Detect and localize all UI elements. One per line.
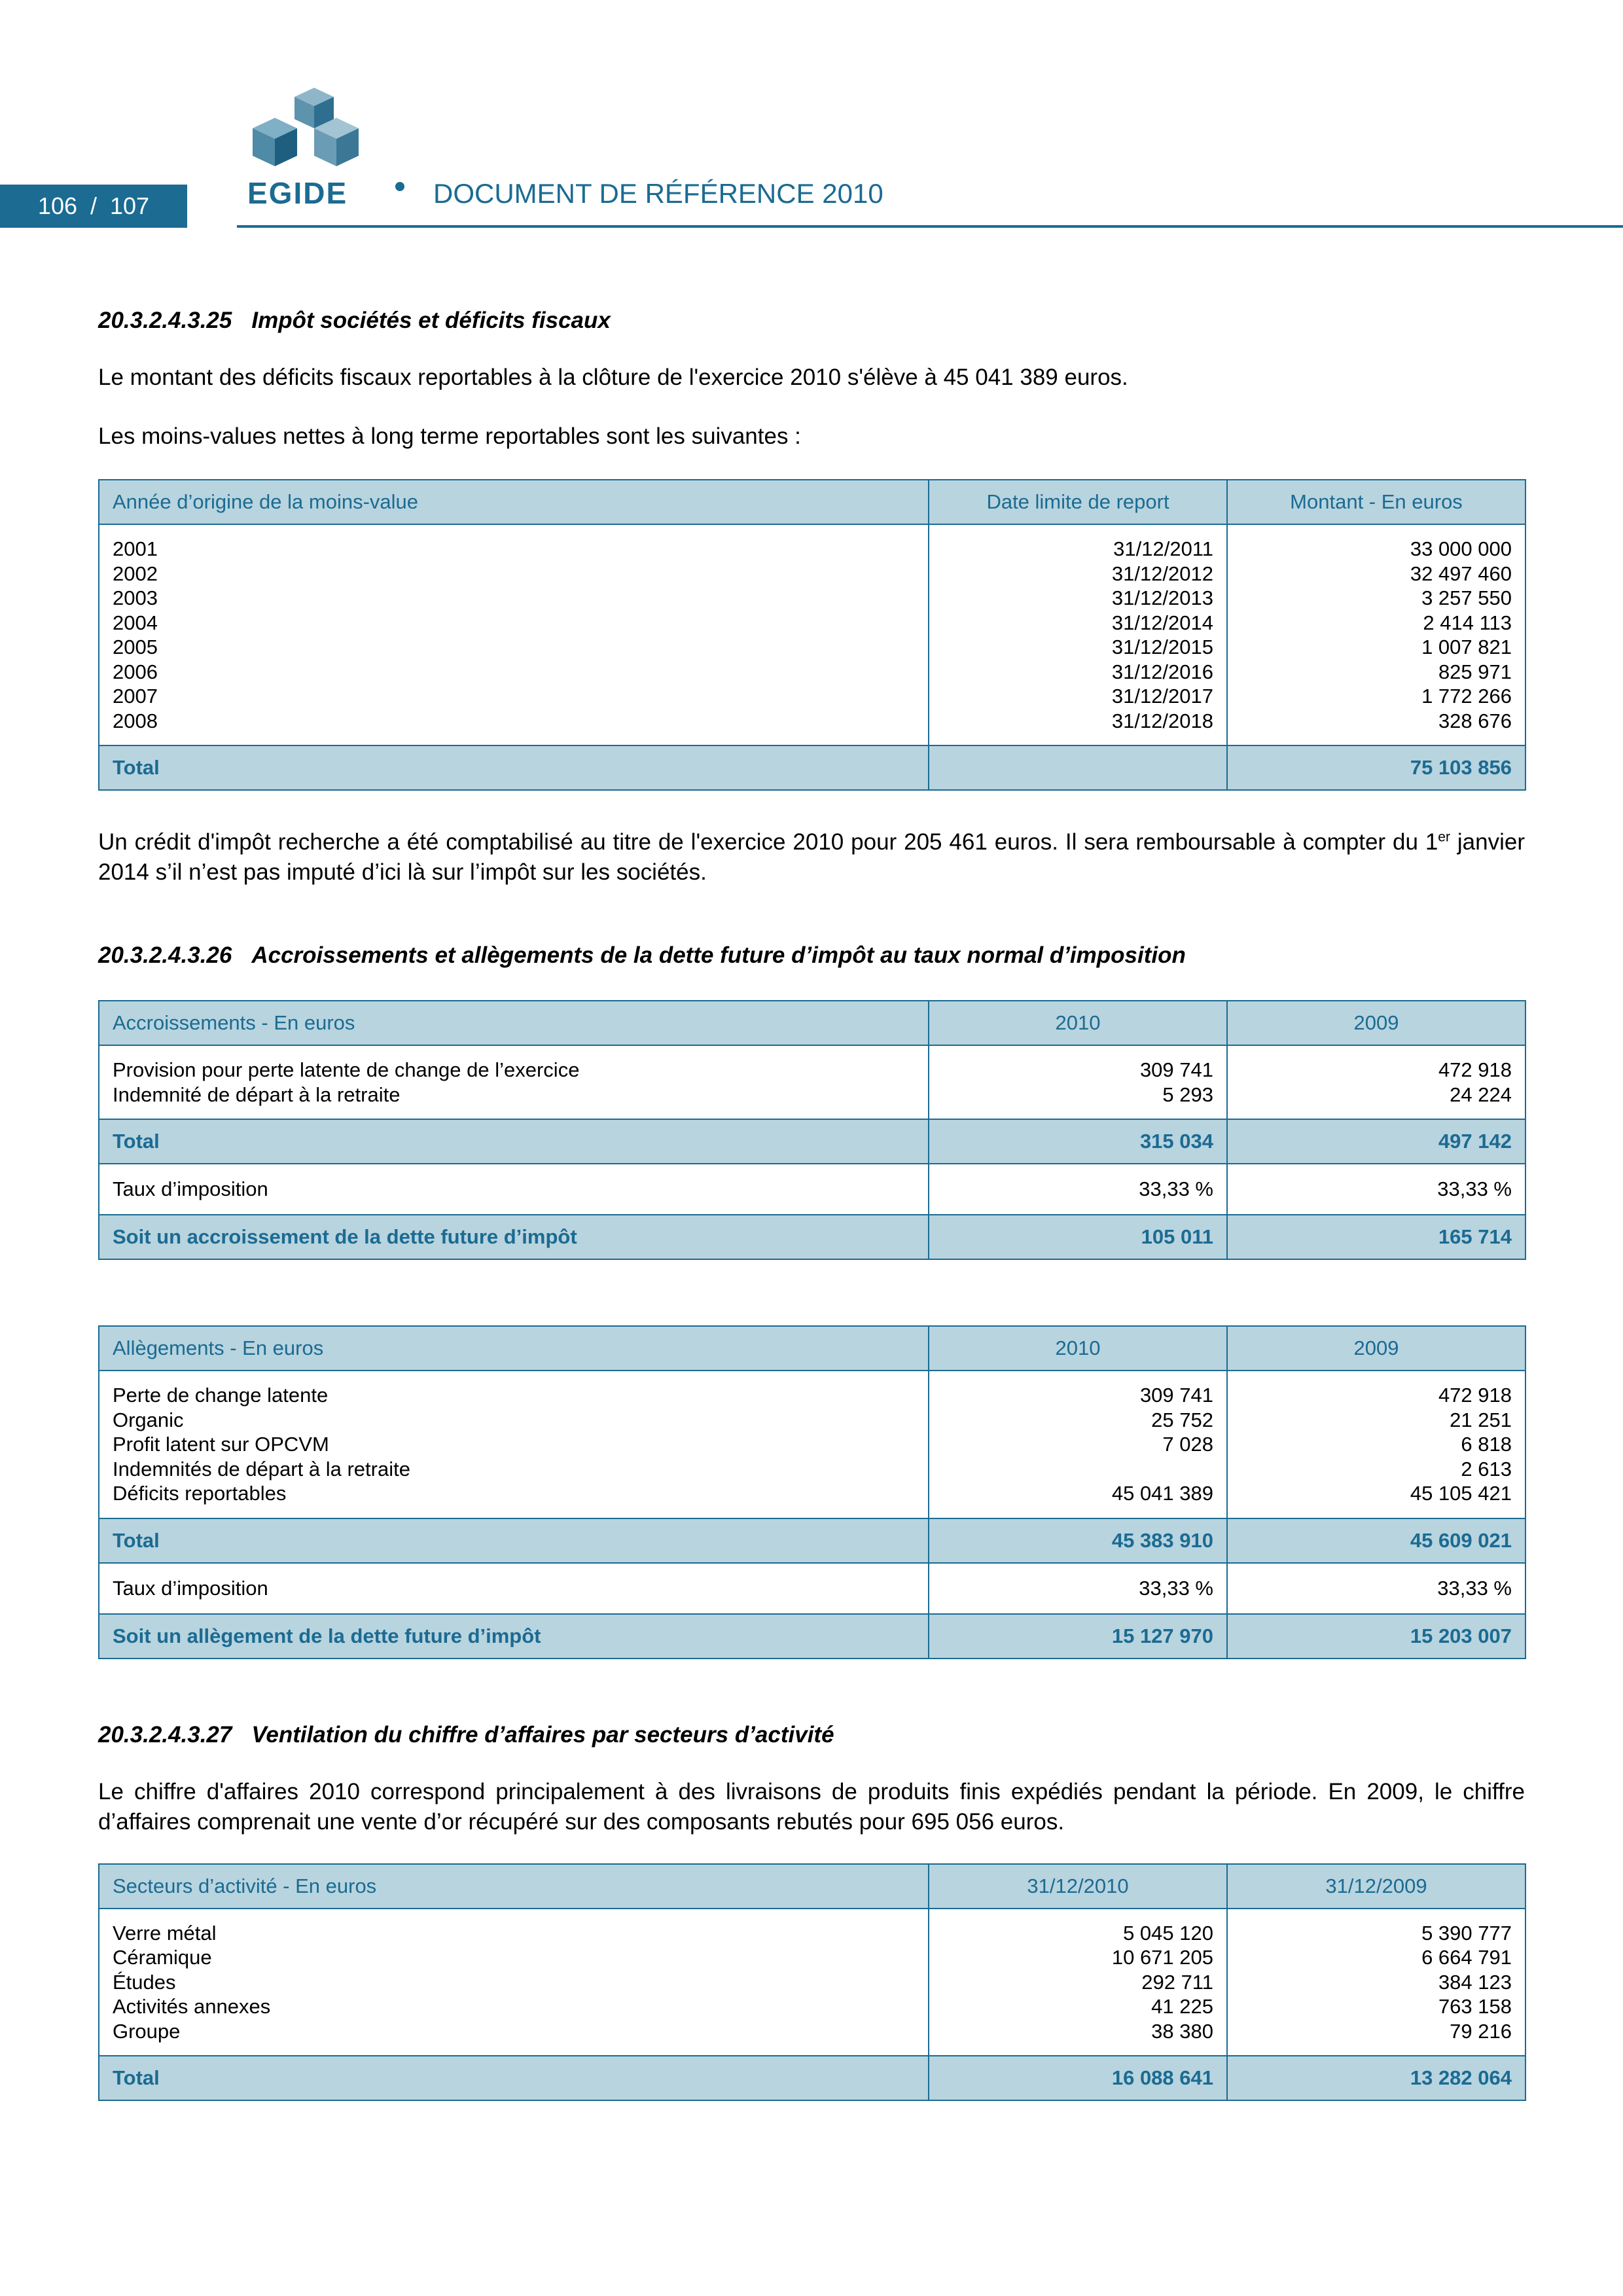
table-cell <box>1227 1371 1525 1518</box>
s27-paragraph-1: Le chiffre d'affaires 2010 correspond principalement à des livraisons de produits finis expédiés pendant la période. En 2009, le chiffre d’affaires comprenait une vente d’or récupéré sur des composants rebutés pour 695 056 euros. <box>98 1778 1525 1835</box>
cell-line: 384 123 <box>1438 1970 1512 1994</box>
para-text: Un crédit d'impôt recherche a été comptabilisé au titre de l'exercice 2010 pour 205 461 euros. Il sera remboursable à compter du 1 <box>98 829 1438 855</box>
cell-line: 1 772 266 <box>1421 685 1512 708</box>
section-number: 20.3.2.4.3.26 <box>98 942 232 968</box>
table-cell <box>929 524 1227 745</box>
cell-line: Activités annexes <box>113 1995 271 2018</box>
cell-line: 825 971 <box>1438 660 1512 683</box>
secteurs-table <box>98 1863 1526 2102</box>
total-value <box>929 745 1227 790</box>
result-label: Soit un accroissement de la dette future d’impôt <box>99 1215 929 1259</box>
cell-line: Céramique <box>113 1946 212 1969</box>
cell-line: 25 752 <box>1151 1408 1213 1431</box>
total-value: 75 103 856 <box>1227 745 1525 790</box>
cell-line: 31/12/2011 <box>1113 537 1213 560</box>
cell-line: 2007 <box>113 685 158 708</box>
total-value: 16 088 641 <box>929 2056 1227 2100</box>
moins-values-table <box>98 479 1526 791</box>
column-header: 31/12/2009 <box>1227 1864 1525 1909</box>
cell-line: 3 257 550 <box>1421 586 1512 609</box>
table-cell <box>1227 1909 1525 2056</box>
table-cell <box>99 1909 929 2056</box>
cell-line: 2008 <box>113 709 158 732</box>
cell-line: 31/12/2016 <box>1111 660 1213 683</box>
page-indicator: 106 / 107 <box>0 185 187 228</box>
total-row <box>99 2056 1525 2100</box>
section-number: 20.3.2.4.3.25 <box>98 308 232 333</box>
total-value: 315 034 <box>929 1119 1227 1164</box>
cell-line: 31/12/2015 <box>1111 636 1213 658</box>
cell-line: Verre métal <box>113 1921 217 1945</box>
cell-line: 31/12/2013 <box>1111 586 1213 609</box>
cell-line: 2004 <box>113 611 158 634</box>
rate-label: Taux d’imposition <box>99 1563 929 1614</box>
cell-line: 45 105 421 <box>1410 1482 1512 1505</box>
cell-line: 2001 <box>113 537 158 560</box>
total-row <box>99 745 1525 790</box>
rate-value: 33,33 % <box>1227 1164 1525 1215</box>
result-label: Soit un allègement de la dette future d’impôt <box>99 1614 929 1659</box>
cell-line: 21 251 <box>1450 1408 1512 1431</box>
column-header: 2010 <box>929 1001 1227 1045</box>
section-26-title <box>98 942 1525 969</box>
cell-line: 31/12/2017 <box>1111 685 1213 708</box>
table-cell <box>1227 1045 1525 1119</box>
column-header: Date limite de report <box>929 480 1227 524</box>
result-value: 15 127 970 <box>929 1614 1227 1659</box>
cell-line: 31/12/2014 <box>1111 611 1213 634</box>
total-value: 45 383 910 <box>929 1518 1227 1563</box>
cell-line: 33 000 000 <box>1410 537 1512 560</box>
cell-line: 6 818 <box>1461 1433 1512 1456</box>
header-rule <box>237 225 1623 228</box>
rate-label: Taux d’imposition <box>99 1164 929 1215</box>
cell-line: 472 918 <box>1438 1058 1512 1081</box>
total-label: Total <box>99 1518 929 1563</box>
cell-line: 763 158 <box>1438 1995 1512 2018</box>
rate-row <box>99 1164 1525 1215</box>
total-value: 45 609 021 <box>1227 1518 1525 1563</box>
cell-line: 41 225 <box>1151 1995 1213 2018</box>
section-27-title <box>98 1722 1525 1748</box>
column-header: Accroissements - En euros <box>99 1001 929 1045</box>
cell-line: Indemnités de départ à la retraite <box>113 1457 410 1480</box>
result-row <box>99 1614 1525 1659</box>
column-header: 31/12/2010 <box>929 1864 1227 1909</box>
table-cell <box>99 1045 929 1119</box>
table-cell <box>99 1371 929 1518</box>
brand-name: EGIDE <box>247 176 348 210</box>
cell-line: 79 216 <box>1450 2019 1512 2043</box>
total-row <box>99 1119 1525 1164</box>
total-label: Total <box>99 1119 929 1164</box>
cell-line: Organic <box>113 1408 184 1431</box>
cell-line: 7 028 <box>1162 1433 1213 1456</box>
cell-line: 6 664 791 <box>1421 1946 1512 1969</box>
total-label: Total <box>99 2056 929 2100</box>
table-cell <box>1227 524 1525 745</box>
cell-line <box>942 1457 1213 1482</box>
cell-line: 32 497 460 <box>1410 562 1512 585</box>
superscript: er <box>1438 829 1450 845</box>
s25-paragraph-1: Le montant des déficits fiscaux reportables à la clôture de l'exercice 2010 s'élève à 45 041 389 euros. <box>98 365 1128 390</box>
result-value: 15 203 007 <box>1227 1614 1525 1659</box>
cell-line: 45 041 389 <box>1111 1482 1213 1505</box>
table-cell <box>99 524 929 745</box>
cell-line: 5 293 <box>1162 1083 1213 1106</box>
cell-line: 31/12/2012 <box>1111 562 1213 585</box>
total-value: 497 142 <box>1227 1119 1525 1164</box>
cell-line: 2 613 <box>1461 1457 1512 1480</box>
cell-line: 2 414 113 <box>1423 611 1512 634</box>
cell-line: Déficits reportables <box>113 1482 287 1505</box>
s25-paragraph-3 <box>98 827 1525 888</box>
cell-line: Études <box>113 1970 176 1994</box>
s25-paragraph-2: Les moins-values nettes à long terme reportables sont les suivantes : <box>98 423 801 449</box>
total-label: Total <box>99 745 929 790</box>
column-header: Année d’origine de la moins-value <box>99 480 929 524</box>
total-row <box>99 1518 1525 1563</box>
cell-line: 38 380 <box>1151 2019 1213 2043</box>
cell-line: 2003 <box>113 586 158 609</box>
rate-value: 33,33 % <box>929 1563 1227 1614</box>
rate-value: 33,33 % <box>1227 1563 1525 1614</box>
cell-line: 31/12/2018 <box>1111 709 1213 732</box>
header-bullet <box>395 182 404 191</box>
table-cell <box>929 1371 1227 1518</box>
result-row <box>99 1215 1525 1259</box>
result-value: 105 011 <box>929 1215 1227 1259</box>
result-value: 165 714 <box>1227 1215 1525 1259</box>
cell-line: 24 224 <box>1450 1083 1512 1106</box>
page-content <box>98 308 1525 2101</box>
cell-line: Groupe <box>113 2019 181 2043</box>
column-header: Allègements - En euros <box>99 1326 929 1371</box>
rate-value: 33,33 % <box>929 1164 1227 1215</box>
rate-row <box>99 1563 1525 1614</box>
cell-line: 309 741 <box>1139 1058 1213 1081</box>
cell-line: Perte de change latente <box>113 1384 329 1407</box>
cell-line: Profit latent sur OPCVM <box>113 1433 329 1456</box>
column-header: 2009 <box>1227 1326 1525 1371</box>
section-heading: Impôt sociétés et déficits fiscaux <box>251 308 611 333</box>
section-number: 20.3.2.4.3.27 <box>98 1721 232 1748</box>
cell-line: 2002 <box>113 562 158 585</box>
column-header: 2010 <box>929 1326 1227 1371</box>
para-text: janvier 2014 s’il n’est pas imputé d’ici là sur l’impôt sur les sociétés. <box>98 829 1525 885</box>
column-header: 2009 <box>1227 1001 1525 1045</box>
cell-line: 5 045 120 <box>1123 1921 1213 1945</box>
cell-line: 2005 <box>113 636 158 658</box>
accroissements-table <box>98 1000 1526 1260</box>
cell-line: 10 671 205 <box>1111 1946 1213 1969</box>
section-25-title <box>98 308 1525 334</box>
cell-line: 292 711 <box>1141 1970 1213 1994</box>
column-header: Montant - En euros <box>1227 480 1525 524</box>
table-cell <box>929 1045 1227 1119</box>
cell-line: 2006 <box>113 660 158 683</box>
section-heading: Ventilation du chiffre d’affaires par secteurs d’activité <box>251 1721 834 1748</box>
cell-line: 328 676 <box>1438 709 1512 732</box>
cell-line: 472 918 <box>1438 1384 1512 1407</box>
table-cell <box>929 1909 1227 2056</box>
allegements-table <box>98 1325 1526 1659</box>
section-heading: Accroissements et allègements de la dette future d’impôt au taux normal d’imposition <box>251 942 1186 968</box>
cell-line: Provision pour perte latente de change de l’exercice <box>113 1058 580 1081</box>
cell-line: 1 007 821 <box>1421 636 1512 658</box>
cell-line: 309 741 <box>1139 1384 1213 1407</box>
cell-line: Indemnité de départ à la retraite <box>113 1083 401 1106</box>
cell-line: 5 390 777 <box>1421 1921 1512 1945</box>
column-header: Secteurs d’activité - En euros <box>99 1864 929 1909</box>
document-title: DOCUMENT DE RÉFÉRENCE 2010 <box>433 178 883 209</box>
total-value: 13 282 064 <box>1227 2056 1525 2100</box>
